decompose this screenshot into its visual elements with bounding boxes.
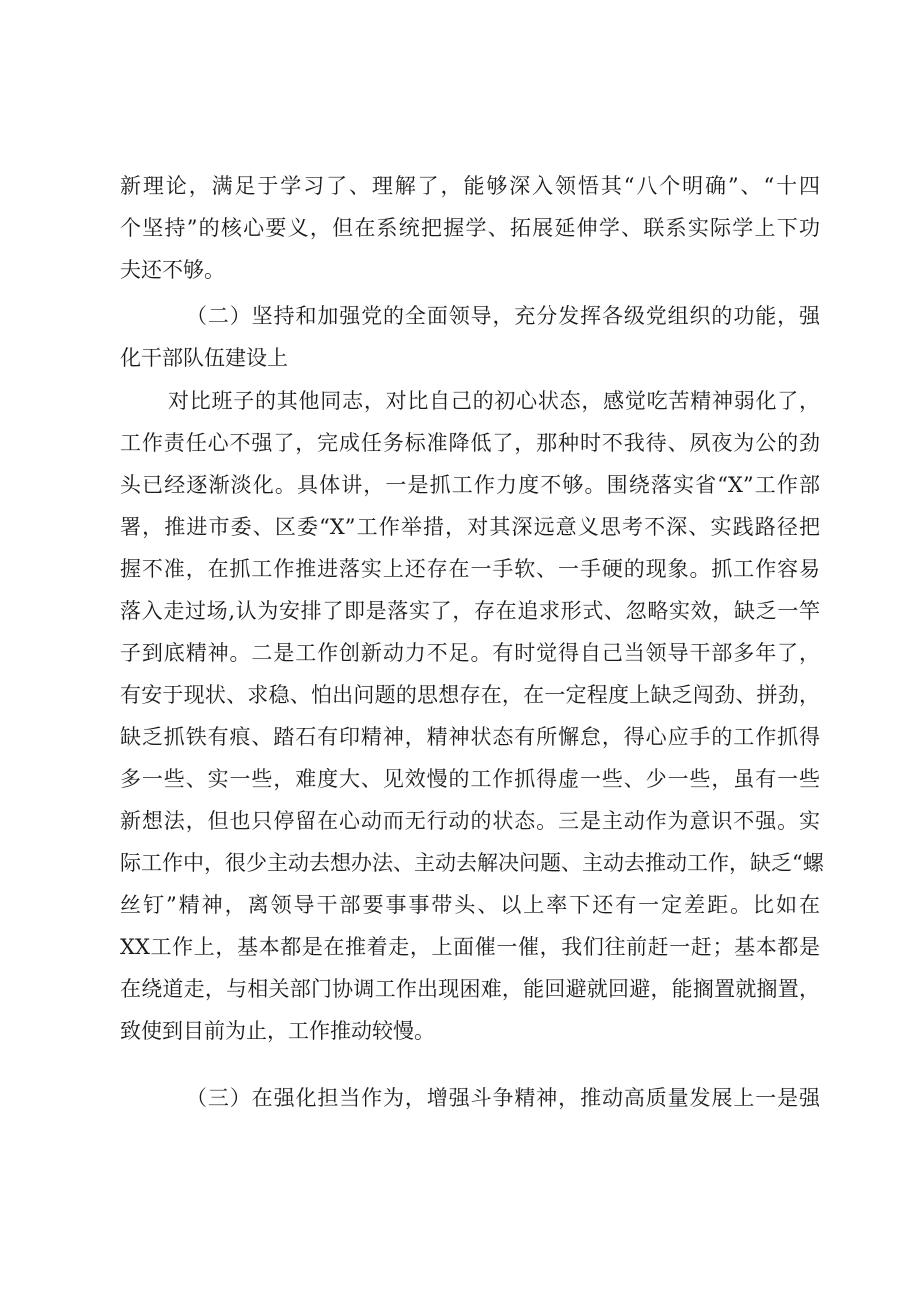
text-line: 致使到目前为止，工作推动较慢。 bbox=[120, 1019, 435, 1043]
text-line: 署，推进市委、区委“X”工作举措，对其深远意义思考不深、实践路径把 bbox=[120, 515, 820, 539]
text-line: 子到底精神。二是工作创新动力不足。有时觉得自己当领导干部多年了， bbox=[120, 641, 820, 665]
text-line: 落入走过场,认为安排了即是落实了，存在追求形式、忽略实效，缺乏一竿 bbox=[120, 599, 820, 623]
text-line: 个坚持”的核心要义，但在系统把握学、拓展延伸学、联系实际学上下功 bbox=[120, 216, 820, 240]
text-line: 多一些、实一些，难度大、见效慢的工作抓得虚一些、少一些，虽有一些 bbox=[120, 767, 820, 791]
section-two-heading bbox=[120, 295, 820, 379]
text-line: 新理论，满足于学习了、理解了，能够深入领悟其“八个明确”、“十四 bbox=[120, 174, 820, 198]
text-line: 新想法，但也只停留在心动而无行动的状态。三是主动作为意识不强。实 bbox=[120, 809, 820, 833]
heading-line: 化干部队伍建设上 bbox=[120, 346, 288, 370]
text-line: 际工作中，很少主动去想办法、主动去解决问题、主动去推动工作，缺乏“螺 bbox=[120, 851, 824, 875]
text-line: 握不准，在抓工作推进落实上还存在一手软、一手硬的现象。抓工作容易 bbox=[120, 557, 820, 581]
continuation-paragraph bbox=[120, 165, 820, 291]
text-line: 在绕道走，与相关部门协调工作出现困难，能回避就回避，能搁置就搁置， bbox=[120, 977, 820, 1001]
heading-line: （三）在强化担当作为，增强斗争精神，推动高质量发展上一是强 bbox=[186, 1086, 820, 1110]
text-line: 有安于现状、求稳、怕出问题的思想存在，在一定程度上缺乏闯劲、拼劲， bbox=[120, 683, 820, 707]
text-line: 对比班子的其他同志，对比自己的初心状态，感觉吃苦精神弱化了， bbox=[168, 389, 820, 413]
text-line: 夫还不够。 bbox=[120, 258, 225, 282]
heading-line: （二）坚持和加强党的全面领导，充分发挥各级党组织的功能，强 bbox=[186, 304, 820, 328]
text-line: XX工作上，基本都是在推着走，上面催一催，我们往前赶一赶；基本都是 bbox=[120, 935, 820, 959]
section-two-body bbox=[120, 380, 824, 1052]
text-line: 缺乏抓铁有痕、踏石有印精神，精神状态有所懈怠，得心应手的工作抓得 bbox=[120, 725, 820, 749]
text-line: 头已经逐渐淡化。具体讲，一是抓工作力度不够。围绕落实省“X”工作部 bbox=[120, 473, 820, 497]
text-line: 工作责任心不强了，完成任务标准降低了，那种时不我待、夙夜为公的劲 bbox=[120, 431, 820, 455]
section-three-heading bbox=[120, 1077, 820, 1119]
text-line: 丝钉”精神，离领导干部要事事带头、以上率下还有一定差距。比如在 bbox=[120, 893, 820, 917]
